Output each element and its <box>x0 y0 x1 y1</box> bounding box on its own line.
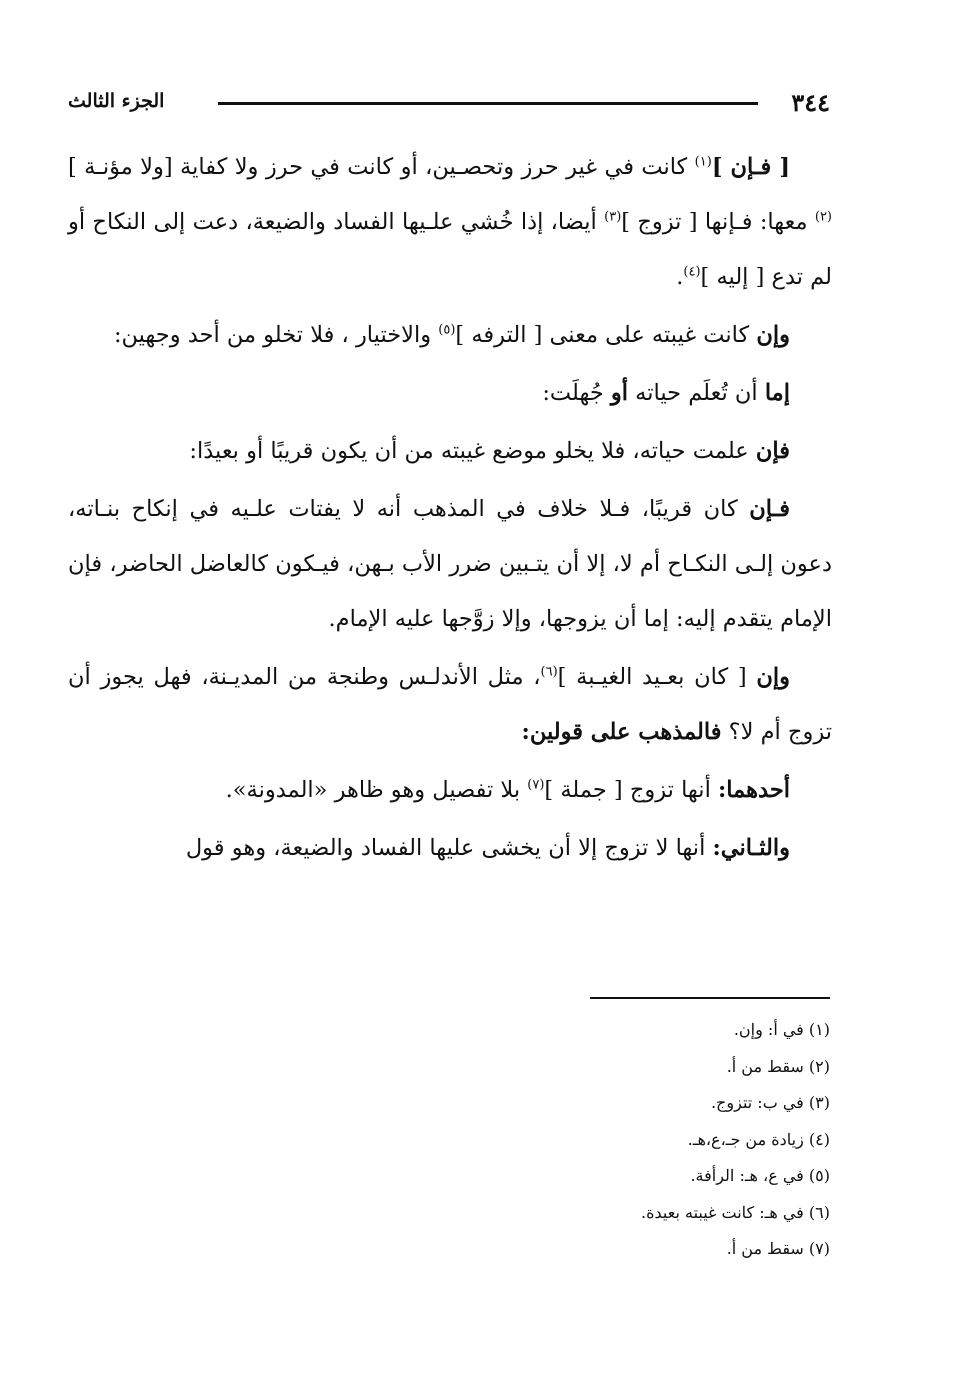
footnote-ref-1[interactable]: (١) <box>694 154 712 170</box>
footnote-ref-5[interactable]: (٥) <box>438 322 456 338</box>
paragraph-lead: أحدهما: <box>717 777 790 803</box>
paragraph-8 <box>68 821 832 876</box>
footnote-ref-7[interactable]: (٧) <box>527 777 545 793</box>
paragraph-lead: إما <box>764 380 790 406</box>
paragraph-lead: وإن <box>756 664 790 690</box>
paragraph-text: والاختيار ، فلا تخلو من أحد وجهين: <box>113 322 439 348</box>
paragraph-bold: أو <box>610 380 629 406</box>
paragraph-lead: وإن <box>756 322 790 348</box>
footnote-4: (٤) زيادة من جـ،ع،هـ. <box>687 1129 830 1149</box>
paragraph-lead: فـإن <box>749 496 790 522</box>
paragraph-7 <box>68 763 832 818</box>
footnote-ref-3[interactable]: (٣) <box>604 209 622 225</box>
footnote-6: (٦) في هـ: كانت غيبته بعيدة. <box>641 1202 830 1222</box>
paragraph-text: أنها تزوج [ جملة ] <box>544 777 718 803</box>
paragraph-text: أيضا، إذا خُشي علـيها الفساد والضيعة، دعت إلى النكاح أو لم تدع [ إليه ] <box>68 209 832 290</box>
paragraph-4 <box>68 424 832 479</box>
footnote-7: (٧) سقط من أ. <box>726 1239 830 1258</box>
paragraph-1 <box>68 140 832 305</box>
paragraph-bold: فالمذهب على قولين: <box>521 719 722 745</box>
paragraph-text: أنها لا تزوج إلا أن يخشى عليها الفساد والضيعة، وهو قول <box>185 835 713 861</box>
footnote-2: (٢) سقط من أ. <box>726 1056 830 1076</box>
paragraph-text: كان قريبًا، فـلا خلاف في المذهب أنه لا يفتات علـيه في إنكاح بنـاته، دعون إلـى النكـاح أم لا، إلا أن يتـبين ضرر الأب بـهن، فيـكون كالعاضل الحاضر، فإن الإمام يتقدم إليه: إما أن يزوجها، وإلا زوَّجها عليه الإمام. <box>68 496 832 632</box>
paragraph-text: علمت حياته، فلا يخلو موضع غيبته من أن يكون قريبًا أو بعيدًا: <box>189 438 756 464</box>
footnote-separator <box>590 997 830 999</box>
paragraph-text: ، مثل الأندلـس وطنجة من المديـنة، فهل يجوز أن تزوج أم لا؟ <box>68 664 832 745</box>
paragraph-text: بلا تفصيل وهو ظاهر «المدونة». <box>225 777 528 803</box>
paragraph-3 <box>68 366 832 421</box>
footnotes <box>430 1012 830 1268</box>
paragraph-text: . <box>676 264 684 290</box>
paragraph-text: أن تُعلَم حياته <box>628 380 765 406</box>
paragraph-lead: فإن <box>755 438 790 464</box>
paragraph-5 <box>68 482 832 647</box>
footnote-ref-4[interactable]: (٤) <box>683 264 701 280</box>
paragraph-text: كانت غيبته على معنى [ الترفه ] <box>455 322 757 348</box>
paragraph-lead: والثـاني: <box>712 835 790 861</box>
paragraph-text: [ كان بعـيد الغيـبة ] <box>557 664 757 690</box>
paragraph-6 <box>68 650 832 760</box>
paragraph-text: كانت في غير حرز وتحصـين، أو كانت في حرز ولا كفاية [ولا مؤنـة ] <box>68 154 695 180</box>
paragraph-2 <box>68 308 832 363</box>
page-number: ٣٤٤ <box>791 88 830 117</box>
paragraph-text: معها: فـإنها [ تزوج ] <box>621 209 815 235</box>
footnote-1: (١) في أ: وإن. <box>733 1020 830 1039</box>
footnote-5: (٥) في ع، هـ: الرأفة. <box>690 1166 830 1185</box>
footnote-3: (٣) في ب: تتزوج. <box>710 1093 830 1112</box>
footnote-ref-2[interactable]: (٢) <box>814 209 832 225</box>
running-header <box>68 88 830 124</box>
part-title: الجزء الثالث <box>68 90 165 112</box>
header-rule <box>218 102 758 105</box>
footnote-ref-6[interactable]: (٦) <box>540 664 558 680</box>
paragraph-text: جُهلَت: <box>542 380 611 406</box>
main-text <box>68 140 832 876</box>
paragraph-lead: [ فـإن ] <box>711 154 790 180</box>
